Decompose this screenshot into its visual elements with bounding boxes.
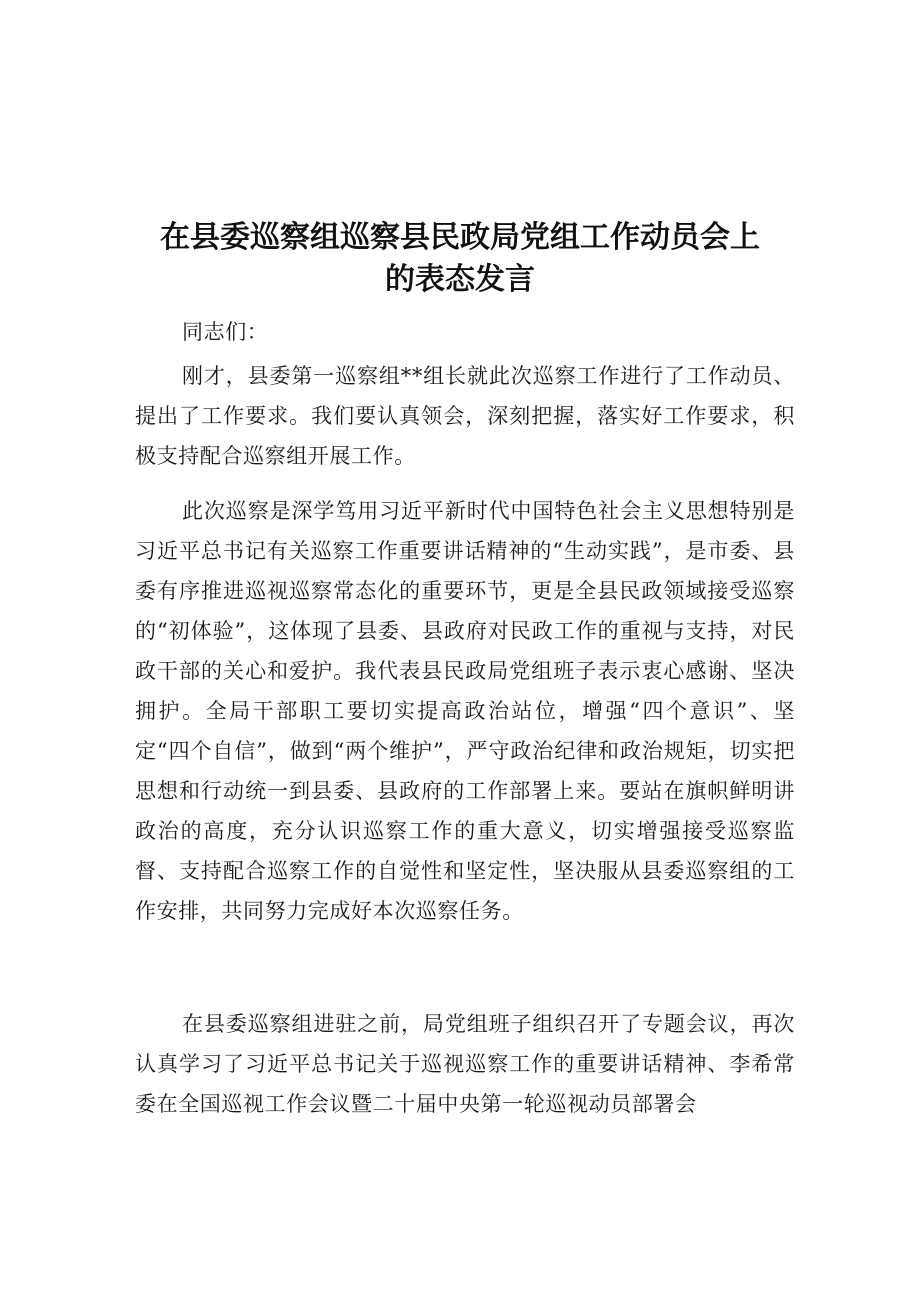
paragraph-1: 刚才，县委第一巡察组**组长就此次巡察工作进行了工作动员、提出了工作要求。我们要认真领会，深刻把握，落实好工作要求，积极支持配合巡察组开展工作。 — [135, 364, 795, 468]
paragraph-3: 在县委巡察组进驻之前，局党组班子组织召开了专题会议，再次认真学习了习近平总书记关于巡视巡察工作的重要讲话精神、李希常委在全国巡视工作会议暨二十届中央第一轮巡视动员部署会 — [135, 1012, 795, 1116]
paragraph-2: 此次巡察是深学笃用习近平新时代中国特色社会主义思想特别是习近平总书记有关巡察工作重要讲话精神的“生动实践”，是市委、县委有序推进巡视巡察常态化的重要环节，更是全县民政领域接受巡察的“初体验”，这体现了县委、县政府对民政工作的重视与支持，对民政干部的关心和爱护。我代表县民政局党组班子表示衷心感谢、坚决拥护。全局干部职工要切实提高政治站位，增强“四个意识”、坚定“四个自信”，做到“两个维护”，严守政治纪律和政治规矩，切实把思想和行动统一到县委、县政府的工作部署上来。要站在旗帜鲜明讲政治的高度，充分认识巡察工作的重大意义，切实增强接受巡察监督、支持配合巡察工作的自觉性和坚定性，坚决服从县委巡察组的工作安排，共同努力完成好本次巡察任务。 — [135, 499, 795, 923]
document-title-line-2: 的表态发言 — [385, 262, 535, 297]
document-title-line-1: 在县委巡察组巡察县民政局党组工作动员会上 — [160, 220, 760, 255]
greeting: 同志们： — [182, 320, 269, 344]
